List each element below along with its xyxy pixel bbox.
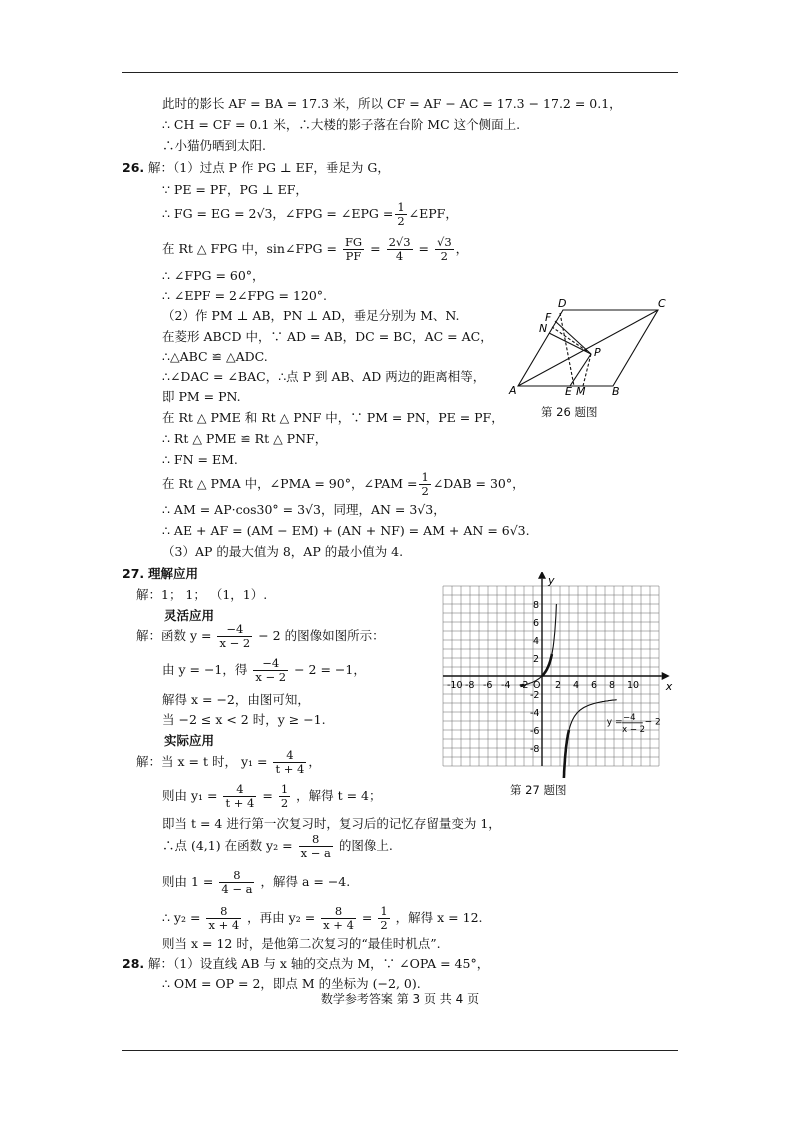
y-tick-label: 6 [533,618,540,629]
text-line: ∴ CH = CF = 0.1 米，∴大楼的影子落在台阶 MC 这个侧面上. [162,117,521,132]
fraction: $\frac{1}{2}$ [397,200,405,228]
text-line: 在 Rt △ PME 和 Rt △ PNF 中，∵ PM = PN，PE = PF， [162,410,504,425]
label-F: F [545,311,552,324]
text-line: 在菱形 ABCD 中，∵ AD = AB，DC = BC，AC = AC， [162,329,493,344]
text-line: ∴ ∠EPF = 2∠FPG = 120°. [162,288,328,303]
fraction: $\frac{8}{4 - a}$ [221,868,253,896]
label-M: M [576,385,586,396]
page-footer: 数学参考答案 第 3 页 共 4 页 [320,992,480,1006]
x-tick-label: -2 [519,680,529,691]
y-tick-label: -6 [530,726,540,737]
text-line: 即当 t = 4 进行第一次复习时，复习后的记忆存留量变为 1， [162,816,501,831]
y-tick-label: -4 [530,708,540,719]
curve-label-denominator: x − 2 [622,724,646,735]
text-line: ∴∠DAC = ∠BAC，∴点 P 到 AB、AD 两边的距离相等， [162,369,486,384]
curve-label-numerator: −4 [623,713,636,724]
label-N: N [539,322,548,335]
curve-right-bold [564,730,569,778]
text-line: ∴ y₂ = $\frac{8}{x + 4}$ ，再由 y₂ = $\frac{8}{x + 4}$ = $\frac{1}{2}$ ，解得 x = 12. [162,904,483,932]
text-line: 解：1； 1； （1，1）. [136,587,268,602]
text-line: 当 −2 ≤ x < 2 时，y ≥ −1. [162,712,326,727]
text-line: ∴小猫仍晒到太阳. [162,138,266,153]
x-tick-label: O [533,680,541,691]
question-number-28: 28. [122,956,145,971]
x-tick-label: 6 [591,680,598,691]
fraction: $\frac{FG}{PF}$ [344,235,363,263]
curve-left-bold-tail [520,685,524,686]
text-line: ∴点 (4,1) 在函数 y₂ = $\frac{8}{x - a}$ 的图像上. [162,832,393,860]
x-tick-label: -4 [501,680,511,691]
fraction: $\frac{8}{x + 4}$ [323,904,354,932]
text-line: ∴ OM = OP = 2，即点 M 的坐标为 (−2, 0). [162,976,421,991]
x-axis-label: x [665,680,673,693]
text-line: 则当 x = 12 时，是他第二次复习的“最佳时机点”. [162,936,441,951]
label-P: P [594,346,601,359]
text-line: ∴ ∠FPG = 60°， [162,268,265,283]
x-tick-label: -6 [483,680,493,691]
top-rule [122,72,678,73]
section-heading: 理解应用 [148,566,199,581]
curve-left-bold [542,654,552,676]
curve-label: y = [606,717,623,728]
text-line: ∴ FG = EG = 2√3，∠FPG = ∠EPG = $\frac{1}{2}$ ∠EPF， [162,200,458,228]
section-heading: 实际应用 [164,733,215,748]
text-line: 在 Rt △ PMA 中，∠PMA = 90°，∠PAM = $\frac{1}{2}$ ∠DAB = 30°， [162,470,525,498]
text-line: 解：（1）设直线 AB 与 x 轴的交点为 M，∵ ∠OPA = 45°， [148,956,490,971]
text-line: 由 y = −1，得 $\frac{-4}{x - 2}$ − 2 = −1， [162,656,366,684]
x-tick-label: -10 [447,680,463,691]
label-B: B [612,385,620,396]
figure-26-caption: 第 26 题图 [541,405,598,419]
fraction: $\frac{4}{t + 4}$ [275,748,305,776]
curve-label-tail: − 2 [644,717,661,728]
fraction: $\frac{1}{2}$ [380,904,388,932]
text-line: 即 PM = PN. [162,389,241,404]
y-tick-label: 4 [533,636,540,647]
fraction: $\frac{2√3}{4}$ [388,235,411,263]
y-tick-label: -2 [530,690,540,701]
fraction: $\frac{1}{2}$ [421,470,429,498]
section-heading: 灵活应用 [164,608,215,623]
question-number-26: 26. [122,160,145,175]
figure-26-rhombus [508,294,668,396]
x-tick-label: 10 [627,680,640,691]
text-line: ∵ PE = PF，PG ⊥ EF， [162,182,308,197]
text-line: ∴ AM = AP·cos30° = 3√3，同理，AN = 3√3， [162,502,446,517]
label-D: D [558,297,567,310]
fraction: $\frac{-4}{x - 2}$ [219,622,251,650]
curve-left-thin [524,604,556,685]
fraction: $\frac{8}{x - a}$ [300,832,331,860]
label-A: A [509,384,517,396]
text-line: 则由 y₁ = $\frac{4}{t + 4}$ = $\frac{1}{2}$ ，解得 t = 4； [162,782,382,810]
label-C: C [658,297,666,310]
label-E: E [565,385,572,396]
text-line: ∴△ABC ≌ △ADC. [162,349,268,364]
figure-27-graph [432,572,678,778]
y-tick-label: -8 [530,744,540,755]
text-line: 此时的影长 AF = BA = 17.3 米，所以 CF = AF − AC = 17.3 − 17.2 = 0.1， [162,96,622,111]
x-tick-label: 2 [555,680,562,691]
text-line: 解：（1）过点 P 作 PG ⊥ EF，垂足为 G， [148,160,390,175]
y-axis-label: y [548,574,555,588]
x-axis-arrow [662,672,670,680]
question-number-27: 27. [122,566,145,581]
text-line: ∴ FN = EM. [162,452,238,467]
text-line: （2）作 PM ⊥ AB，PN ⊥ AD，垂足分别为 M、N. [162,308,460,323]
x-tick-label: 8 [609,680,616,691]
fraction: $\frac{4}{t + 4}$ [225,782,255,810]
x-tick-label: 4 [573,680,580,691]
text-line: 解：当 x = t 时， y₁ = $\frac{4}{t + 4}$ ， [136,748,321,776]
y-tick-label: 2 [533,654,540,665]
bottom-rule [122,1050,678,1051]
text-line: （3）AP 的最大值为 8，AP 的最小值为 4. [162,544,404,559]
text-line: ∴ Rt △ PME ≌ Rt △ PNF， [162,431,328,446]
text-line: ∴ AE + AF = (AM − EM) + (AN + NF) = AM + AN = 6√3. [162,523,530,538]
fraction: $\frac{√3}{2}$ [437,235,452,263]
y-tick-label: 8 [533,600,540,611]
fraction: $\frac{1}{2}$ [280,782,289,810]
text-line: 解得 x = −2，由图可知， [162,692,310,707]
fraction: $\frac{-4}{x - 2}$ [255,656,287,684]
text-line: 解：函数 y = $\frac{-4}{x - 2}$ − 2 的图像如图所示： [136,622,385,650]
y-axis-arrow [538,572,546,579]
figure-27-caption: 第 27 题图 [510,783,567,797]
fraction: $\frac{8}{x + 4}$ [208,904,240,932]
text-line: 在 Rt △ FPG 中，sin∠FPG = $\frac{FG}{PF}$ = $\frac{2√3}{4}$ = $\frac{√3}{2}$ ， [162,235,469,263]
text-line: 则由 1 = $\frac{8}{4 - a}$ ，解得 a = −4. [162,868,351,896]
x-tick-label: -8 [465,680,475,691]
